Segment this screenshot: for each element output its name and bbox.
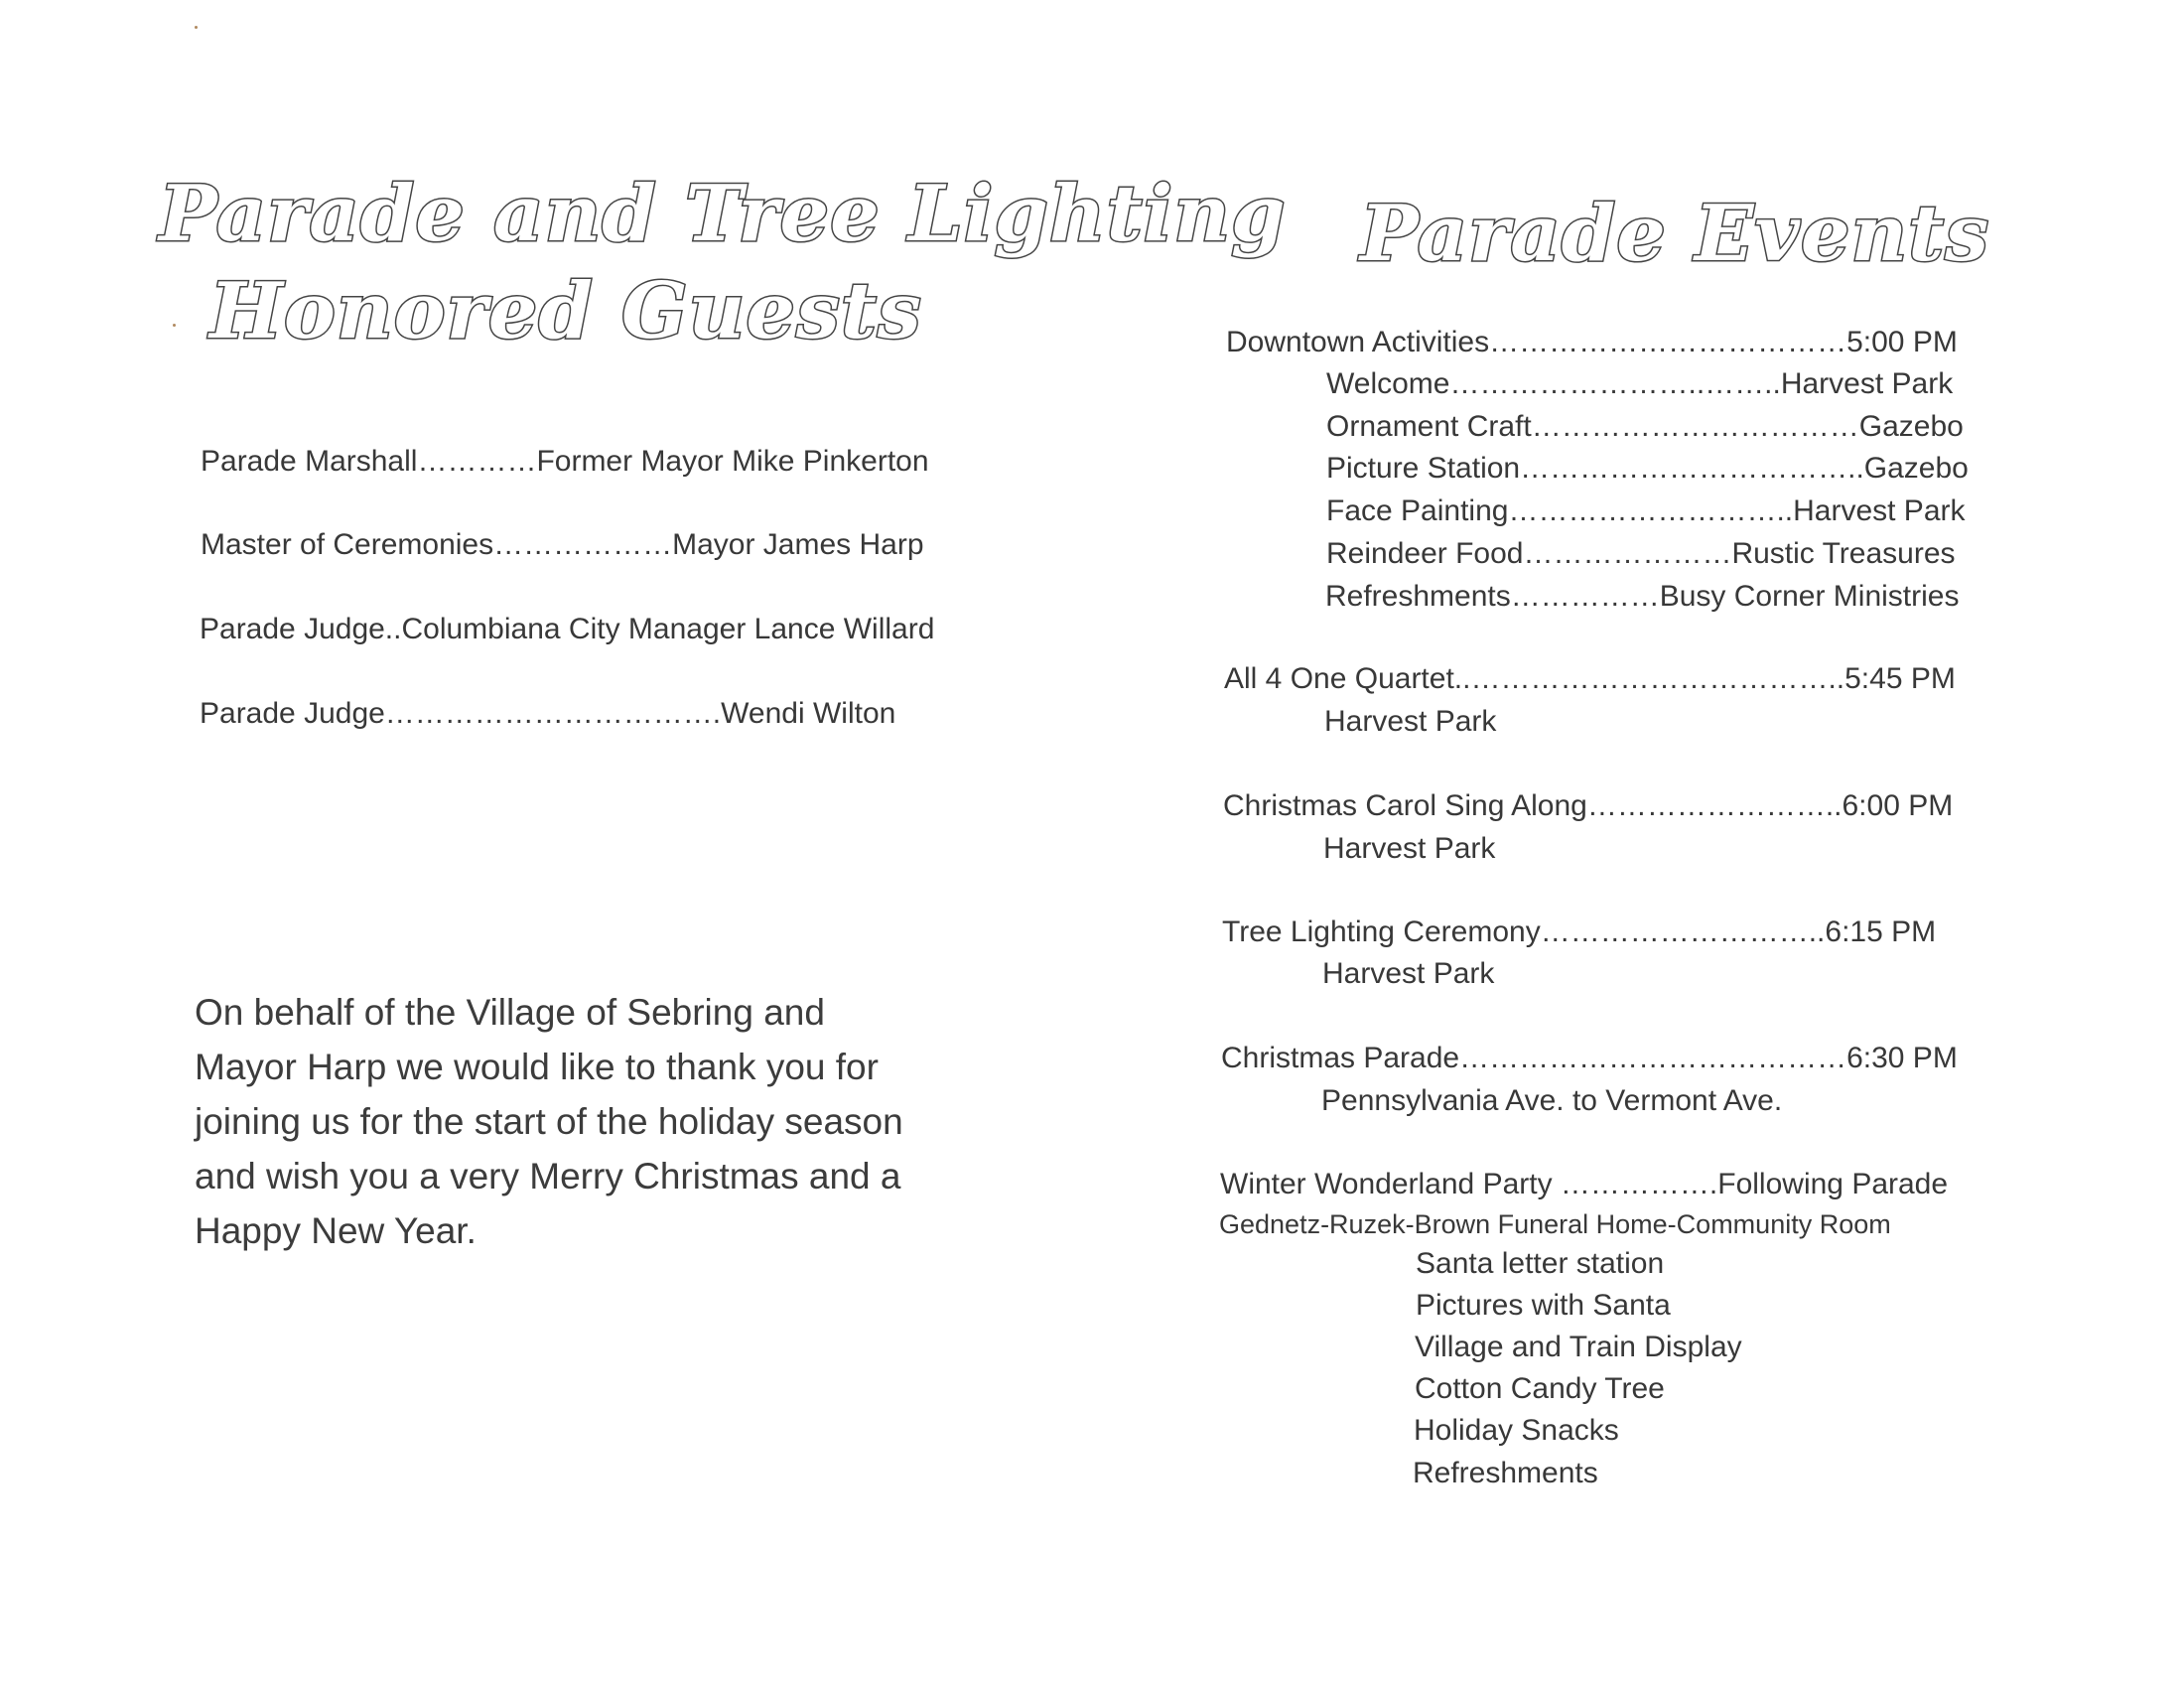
event-location: Harvest Park	[1324, 705, 1497, 738]
event-all-4-one-quartet: All 4 One Quartet..………………………………..5:45 PM	[1224, 662, 1956, 695]
event-winter-wonderland-party: Winter Wonderland Party …………….Following Parade	[1220, 1168, 1949, 1200]
downtown-item-face-painting: Face Painting………………………..Harvest Park	[1326, 494, 1966, 527]
party-venue: Gednetz-Ruzek-Brown Funeral Home-Community Room	[1219, 1209, 1891, 1239]
downtown-item-picture-station: Picture Station……………………………..Gazebo	[1326, 452, 1969, 485]
thank-you-line: joining us for the start of the holiday season	[195, 1101, 903, 1142]
parade-events-title: Parade Events	[1360, 189, 1990, 279]
party-item-village-train-display: Village and Train Display	[1415, 1331, 1742, 1363]
party-item-cotton-candy-tree: Cotton Candy Tree	[1415, 1372, 1665, 1405]
thank-you-line: Happy New Year.	[195, 1210, 477, 1251]
party-item-refreshments: Refreshments	[1413, 1457, 1598, 1489]
thank-you-message	[195, 985, 989, 1258]
honored-guests-title-line1: Parade and Tree Lighting	[159, 169, 1287, 259]
party-item-holiday-snacks: Holiday Snacks	[1414, 1414, 1619, 1447]
guest-master-of-ceremonies: Master of Ceremonies………………Mayor James Harp	[201, 528, 924, 561]
guest-parade-marshall: Parade Marshall…………Former Mayor Mike Pinkerton	[201, 445, 929, 478]
event-location: Harvest Park	[1322, 957, 1495, 990]
downtown-item-reindeer-food: Reindeer Food…………………Rustic Treasures	[1326, 537, 1956, 570]
event-tree-lighting-ceremony: Tree Lighting Ceremony………………………..6:15 PM	[1222, 915, 1937, 948]
event-downtown-activities: Downtown Activities………………………………5:00 PM	[1226, 326, 1958, 358]
thank-you-line: Mayor Harp we would like to thank you for	[195, 1047, 879, 1087]
guest-parade-judge-2: Parade Judge…………………………….Wendi Wilton	[200, 697, 896, 730]
scan-speck	[195, 26, 198, 29]
downtown-item-ornament-craft: Ornament Craft……………………………Gazebo	[1326, 410, 1964, 443]
event-christmas-carol-sing-along: Christmas Carol Sing Along……………………..6:00 PM	[1223, 789, 1954, 822]
honored-guests-title-line2: Honored Guests	[209, 266, 922, 356]
event-christmas-parade: Christmas Parade…………………………………6:30 PM	[1221, 1042, 1958, 1074]
thank-you-line: and wish you a very Merry Christmas and a	[195, 1156, 901, 1196]
event-location: Harvest Park	[1323, 832, 1496, 865]
event-location: Pennsylvania Ave. to Vermont Ave.	[1321, 1084, 1783, 1117]
downtown-item-refreshments: Refreshments……………Busy Corner Ministries	[1325, 580, 1960, 613]
party-item-pictures-with-santa: Pictures with Santa	[1416, 1289, 1671, 1322]
thank-you-line: On behalf of the Village of Sebring and	[195, 992, 825, 1033]
downtown-item-welcome: Welcome……………………..……..Harvest Park	[1326, 367, 1954, 400]
party-item-santa-letter-station: Santa letter station	[1416, 1247, 1665, 1280]
guest-parade-judge-1: Parade Judge..Columbiana City Manager Lance Willard	[200, 613, 935, 645]
